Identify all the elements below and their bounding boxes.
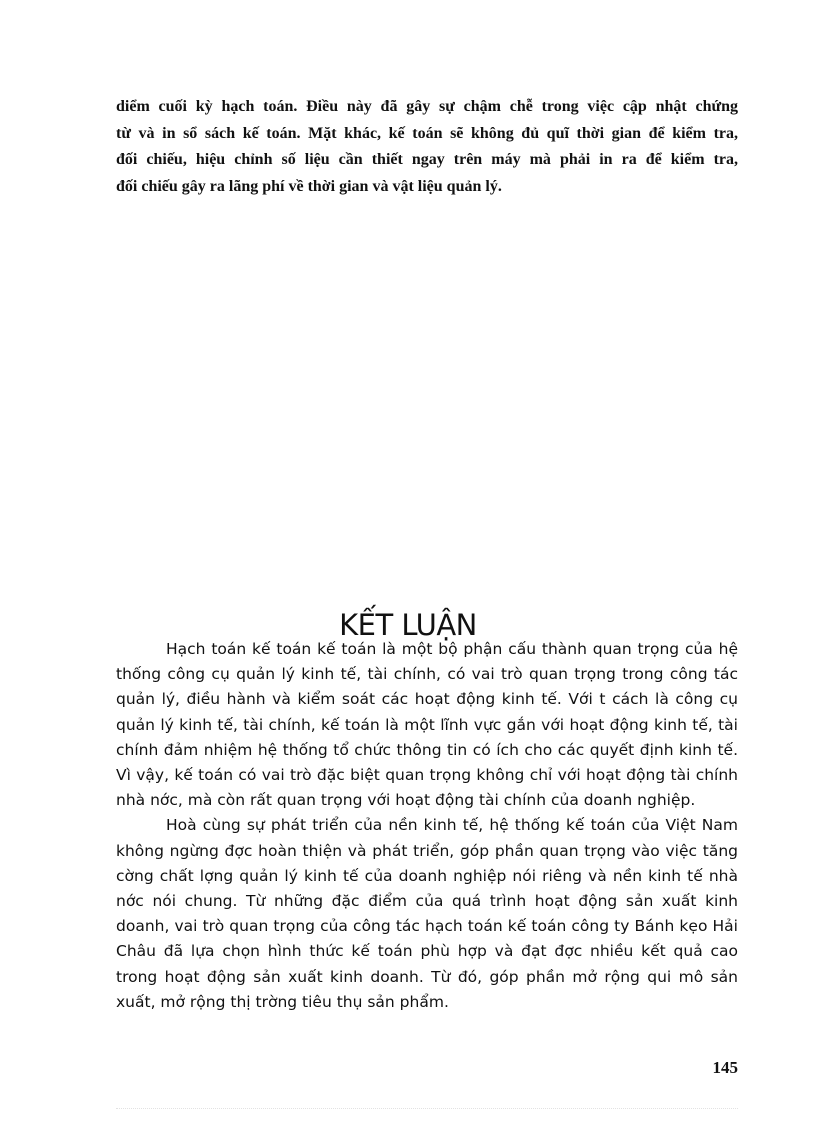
paragraph-line: Vì vậy, kế toán có vai trò đặc biệt quan trọng không chỉ với hoạt động tài chính [116, 766, 738, 785]
paragraph-line: doanh, vai trò quan trọng của công tác hạch toán kế toán công ty Bánh kẹo Hải [116, 917, 738, 936]
paragraph-line: quản lý, điều hành và kiểm soát các hoạt động kinh tế. Với t cách là công cụ [116, 690, 738, 709]
paragraph-line: quản lý kinh tế, tài chính, kế toán là một lĩnh vực gắn với hoạt động kinh tế, tài [116, 715, 738, 734]
paragraph-line: Châu đã lựa chọn hình thức kế toán phù hợp và đạt đợc nhiều kết quả cao [116, 942, 738, 961]
conclusion-body [116, 637, 738, 1015]
paragraph-line: cờng chất lợng quản lý kinh tế của doanh nghiệp nói riêng và nền kinh tế nhà [116, 866, 738, 885]
paragraph-line: từ và in sổ sách kế toán. Mặt khác, kế toán sẽ không đủ quĩ thời gian để kiểm tra, [116, 124, 738, 142]
paragraph-line: trong hoạt động sản xuất kinh doanh. Từ đó, góp phần mở rộng qui mô sản [116, 967, 738, 986]
section-title: KẾT LUẬN [339, 608, 477, 642]
paragraph-line: chính đảm nhiệm hệ thống tổ chức thông tin có ích cho các quyết định kinh tế. [116, 740, 738, 759]
paragraph-line: Hoà cùng sự phát triển của nền kinh tế, hệ thống kế toán của Việt Nam [166, 816, 738, 835]
paragraph-line: đối chiếu gây ra lãng phí về thời gian và vật liệu quản lý. [116, 177, 502, 195]
paragraph-line: xuất, mở rộng thị trờng tiêu thụ sản phẩm. [116, 992, 449, 1011]
paragraph-line: không ngừng đợc hoàn thiện và phát triển, góp phần quan trọng vào việc tăng [116, 841, 738, 860]
paragraph-line: nớc nói chung. Từ những đặc điểm của quá trình hoạt động sản xuất kinh [116, 892, 738, 911]
continued-paragraph [116, 94, 738, 200]
paragraph-line: thống công cụ quản lý kinh tế, tài chính, có vai trò quan trọng trong công tác [116, 665, 738, 684]
page-number: 145 [712, 1058, 738, 1077]
paragraph-line: nhà nớc, mà còn rất quan trọng với hoạt động tài chính của doanh nghiệp. [116, 791, 696, 810]
paragraph-line: Hạch toán kế toán kế toán là một bộ phận cấu thành quan trọng của hệ [166, 640, 738, 658]
footer-divider [116, 1108, 738, 1109]
paragraph-line: đối chiếu, hiệu chỉnh số liệu cần thiết ngay trên máy mà phải in ra để kiểm tra, [116, 151, 738, 168]
paragraph-line: diểm cuối kỳ hạch toán. Điều này đã gây sự chậm chễ trong việc cập nhật chứng [116, 98, 738, 115]
